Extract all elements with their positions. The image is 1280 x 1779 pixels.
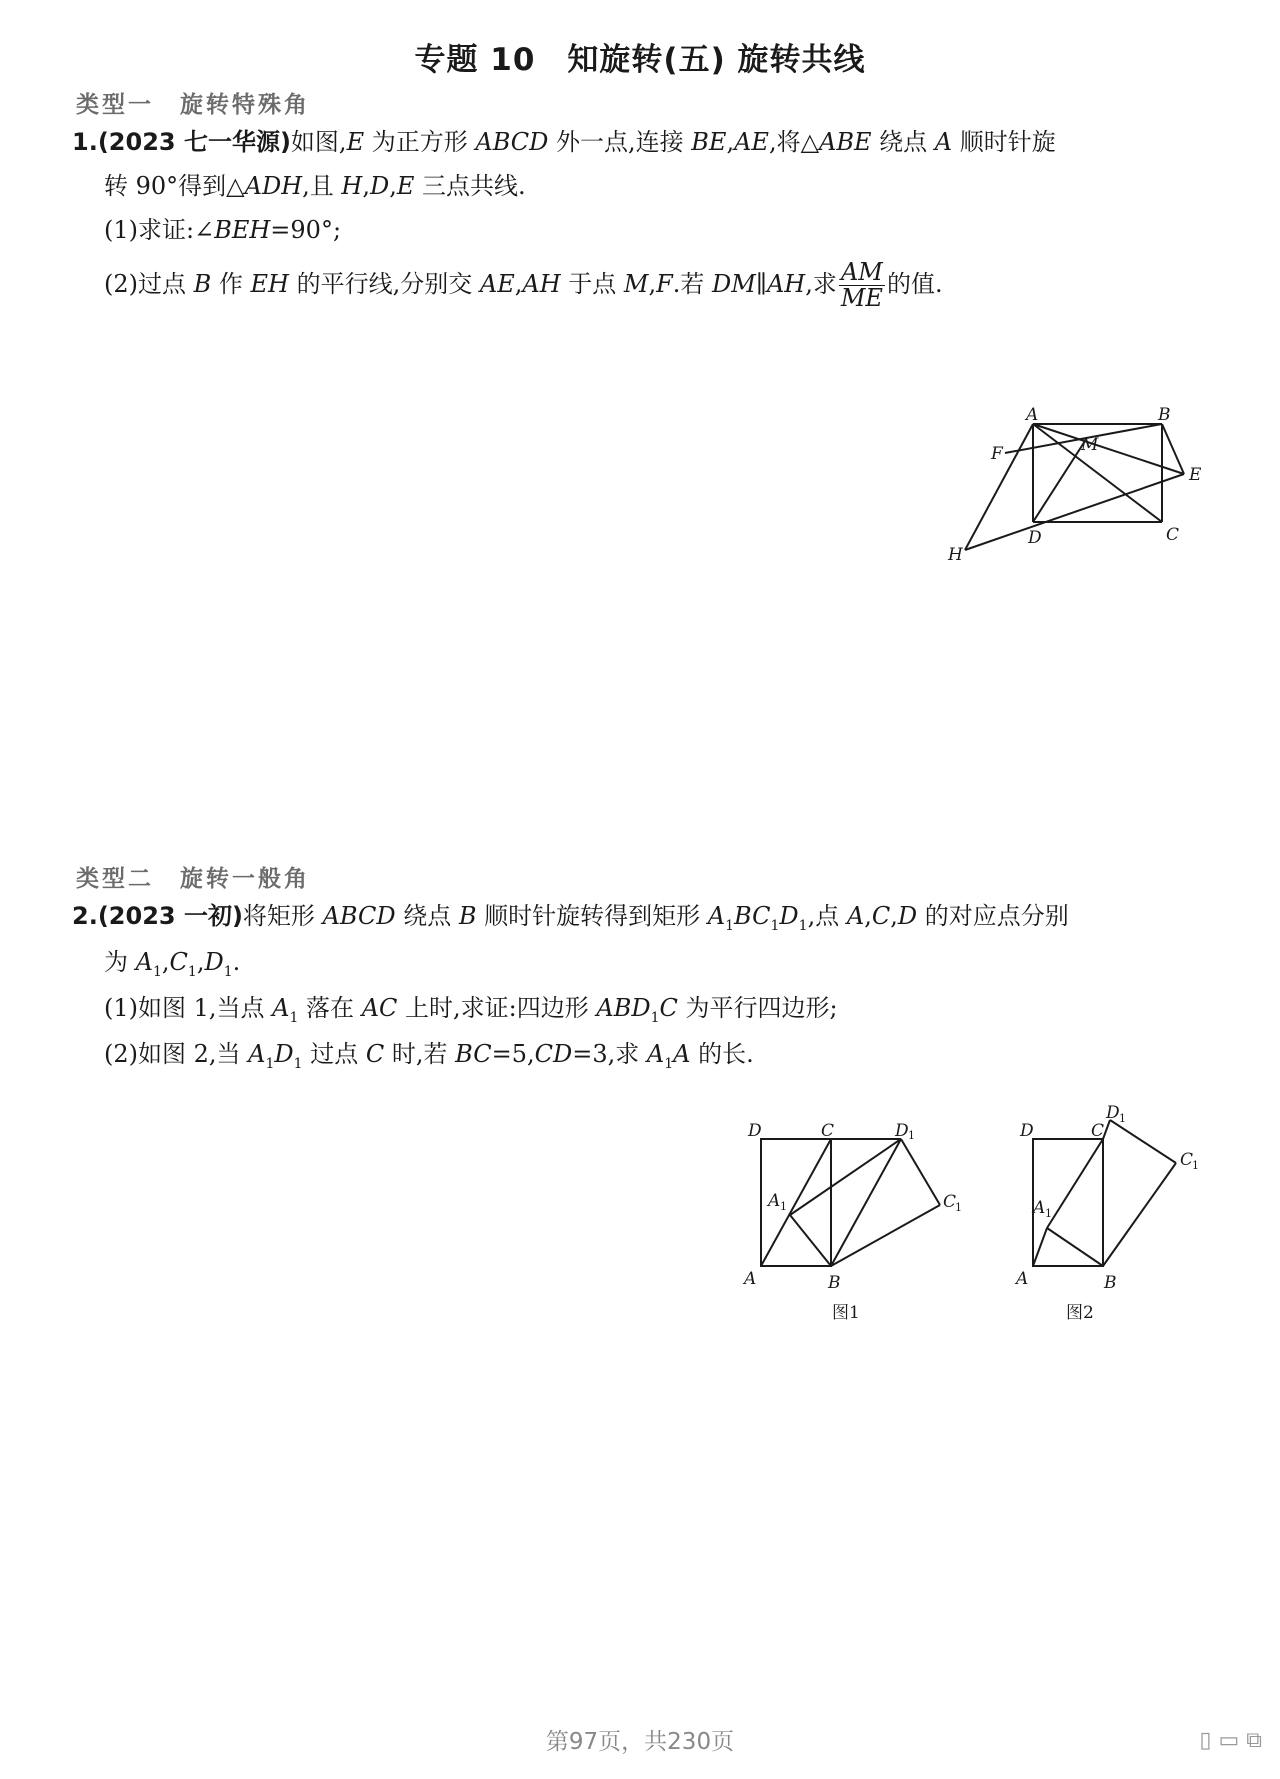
q1-text: 顺时针旋 [952, 128, 1056, 156]
segment-a1d1 [1047, 1139, 1103, 1228]
fig1-label-a: A [744, 1269, 757, 1289]
q2-text: 过点 [302, 1040, 366, 1068]
fig1-sub-c1: 1 [955, 1201, 962, 1214]
fig2-label-c: C [1091, 1121, 1105, 1141]
q1-var: AE [479, 270, 515, 299]
fig2-label-b: B [1104, 1273, 1117, 1293]
q1-text: , [514, 270, 523, 299]
q1-text: , [648, 270, 657, 299]
q2-figure-1 [742, 1121, 962, 1323]
q2-text: 为平行四边形; [677, 994, 838, 1022]
q2-text: =5, [491, 1040, 535, 1068]
q2-figures [730, 1105, 1230, 1335]
page-counter: 第97页，共230页 [545, 1729, 735, 1755]
q1-var: AE [734, 128, 769, 156]
q2-var: C [169, 948, 188, 976]
q2-source: (2023 一初) [97, 902, 243, 930]
q1-var: ADH [244, 172, 303, 200]
segment-a1b [790, 1215, 831, 1266]
label-c: C [1166, 525, 1180, 545]
q2-text: 将矩形 [242, 902, 323, 930]
q1-text: 为正方形 [364, 128, 476, 156]
q1-var: F [656, 270, 673, 299]
q2-sub: 1 [187, 963, 197, 980]
q2-sub: 1 [798, 917, 808, 934]
q2-text: 时,若 [384, 1040, 456, 1068]
q1-text: , [726, 128, 735, 156]
section-heading-1: 类型一 旋转特殊角 [76, 92, 310, 118]
figure-2-caption: 图2 [1066, 1303, 1094, 1323]
fig2-label-d: D [1020, 1121, 1034, 1141]
q2-sub: 1 [223, 963, 233, 980]
q1-var: E [346, 128, 365, 156]
q1-var: B [193, 270, 212, 299]
fig2-sub-d1: 1 [1119, 1112, 1126, 1125]
q2-var: D [274, 1040, 294, 1068]
q1-text: , [362, 172, 370, 200]
q1-text: (1)求证:∠ [104, 216, 215, 244]
q1-text: 的平行线,分别交 [288, 270, 480, 299]
q2-text: 顺时针旋转得到矩形 [476, 902, 708, 930]
fig1-label-c1: C [943, 1192, 957, 1212]
fig1-label-d1: D [895, 1121, 909, 1141]
q1-text: ,且 [302, 172, 342, 200]
q1-text: 转 90°得到△ [104, 172, 245, 200]
segment-dm [1033, 441, 1085, 522]
q2-text: (1)如图 1,当点 [104, 994, 273, 1022]
q2-line-2 [104, 948, 240, 981]
q2-text: ,点 [807, 902, 847, 930]
q2-sub: 1 [289, 1009, 299, 1026]
fig1-label-d: D [748, 1121, 762, 1141]
q2-text: 的对应点分别 [917, 902, 1069, 930]
q1-part-2 [104, 260, 943, 311]
q1-text: , [389, 172, 397, 200]
q2-sub: 1 [770, 917, 780, 934]
q1-text: 作 [211, 270, 251, 299]
q2-var: B [458, 902, 477, 930]
q1-text: =90°; [270, 216, 342, 244]
q2-var: CD [534, 1040, 573, 1068]
q2-number: 2. [72, 902, 98, 930]
segment-d1c1 [1110, 1120, 1176, 1163]
fig2-label-c1: C [1180, 1150, 1194, 1170]
q1-var: BE [691, 128, 727, 156]
section-heading-2: 类型二 旋转一般角 [76, 866, 310, 892]
fig1-sub-a1: 1 [780, 1200, 787, 1213]
fig2-label-d1: D [1106, 1105, 1120, 1123]
q2-var: A [272, 994, 290, 1022]
q2-var: BC [734, 902, 771, 930]
q1-text: (2)过点 [104, 270, 194, 299]
q2-part-1 [104, 994, 838, 1027]
q1-text: 于点 [560, 270, 624, 299]
q2-var: C [659, 994, 678, 1022]
q1-text: 三点共线. [414, 172, 526, 200]
q1-var: EH [250, 270, 289, 299]
q2-var: A [707, 902, 726, 930]
q2-var: C [365, 1040, 385, 1068]
q2-var: A [135, 948, 153, 976]
q2-var: ABD [596, 994, 651, 1022]
q2-text: =3,求 [572, 1040, 647, 1068]
q1-part-1 [104, 216, 341, 245]
q1-var: A [934, 128, 953, 156]
fig1-label-a1: A [768, 1191, 781, 1211]
q1-text: 绕点 [871, 128, 935, 156]
q1-var: AH [522, 270, 561, 299]
q2-sub: 1 [152, 963, 162, 980]
fig1-sub-d1: 1 [908, 1129, 915, 1142]
q2-text: , [161, 948, 170, 976]
q2-text: 绕点 [395, 902, 459, 930]
segment-be [1162, 424, 1184, 474]
q1-var: D [369, 172, 390, 200]
q2-line-1 [72, 902, 1069, 935]
q1-var: M [623, 270, 649, 299]
q2-sub: 1 [664, 1055, 674, 1072]
segment-a1d1 [790, 1139, 901, 1215]
q2-sub: 1 [265, 1055, 275, 1072]
q1-text: ,将△ [768, 128, 820, 156]
q2-text: , [890, 902, 898, 930]
segment-c1b [1103, 1163, 1176, 1266]
q1-source: (2023 七一华源) [97, 128, 291, 156]
q1-text: 外一点,连接 [548, 128, 692, 156]
q2-text: 上时,求证:四边形 [397, 994, 597, 1022]
q1-number: 1. [72, 128, 98, 156]
fig1-label-b: B [828, 1273, 841, 1293]
view-toolbar[interactable]: ▯ ▭ ⧉ [1199, 1728, 1262, 1753]
q1-var: BEH [214, 216, 271, 244]
q1-line-2 [104, 172, 526, 201]
q2-sub: 1 [725, 917, 735, 934]
q2-text: , [196, 948, 205, 976]
q1-var: ABCD [475, 128, 549, 156]
label-h: H [948, 545, 963, 565]
fig2-sub-a1: 1 [1045, 1207, 1052, 1220]
figure-1-caption: 图1 [832, 1303, 860, 1323]
q2-text: 的长. [690, 1040, 754, 1068]
fig2-label-a1: A [1033, 1198, 1046, 1218]
segment-he [965, 474, 1184, 550]
q1-text: 的值. [886, 270, 943, 299]
fig2-label-a: A [1016, 1269, 1029, 1289]
q1-var: E [396, 172, 415, 200]
segment-a1b [1047, 1228, 1103, 1266]
q1-text: 如图, [290, 128, 347, 156]
q2-sub: 1 [293, 1055, 303, 1072]
q2-text: 落在 [298, 994, 362, 1022]
label-m: M [1081, 435, 1099, 455]
fig2-sub-c1: 1 [1192, 1159, 1199, 1172]
label-b: B [1158, 405, 1171, 425]
q2-var: C [871, 902, 891, 930]
q2-var: A [646, 1040, 665, 1068]
q2-text: , [864, 902, 872, 930]
q2-sub: 1 [650, 1009, 660, 1026]
q2-var: A [673, 1040, 691, 1068]
label-f: F [991, 444, 1003, 464]
q1-figure [940, 400, 1210, 570]
q1-text: ,求 [805, 270, 837, 299]
q2-var: ABCD [322, 902, 396, 930]
q2-figure-2 [1014, 1105, 1199, 1323]
q2-var: D [897, 902, 918, 930]
label-e: E [1189, 465, 1202, 485]
q2-var: BC [455, 1040, 492, 1068]
fraction-am-me [839, 260, 885, 311]
label-a: A [1026, 405, 1039, 425]
segment-d1c1 [901, 1139, 940, 1205]
fraction-numerator: AM [839, 260, 885, 286]
q2-var: D [204, 948, 224, 976]
segment-ah [965, 424, 1033, 550]
q2-var: D [779, 902, 799, 930]
q1-line-1 [72, 128, 1056, 157]
segment-a1a [1033, 1228, 1047, 1266]
q2-text: 为 [104, 948, 136, 976]
q2-text: . [232, 948, 241, 976]
q2-var: A [248, 1040, 266, 1068]
q2-text: (2)如图 2,当 [104, 1040, 249, 1068]
q1-var: DM∥AH [712, 270, 806, 299]
q2-part-2 [104, 1040, 754, 1073]
fig1-label-c: C [821, 1121, 835, 1141]
q1-var: H [341, 172, 363, 200]
q2-var: A [846, 902, 865, 930]
q2-var: AC [361, 994, 398, 1022]
label-d: D [1028, 528, 1042, 548]
q1-text: .若 [672, 270, 713, 299]
q1-var: ABE [819, 128, 872, 156]
page-title: 专题 10 知旋转(五) 旋转共线 [414, 42, 866, 78]
fraction-denominator: ME [840, 284, 883, 313]
